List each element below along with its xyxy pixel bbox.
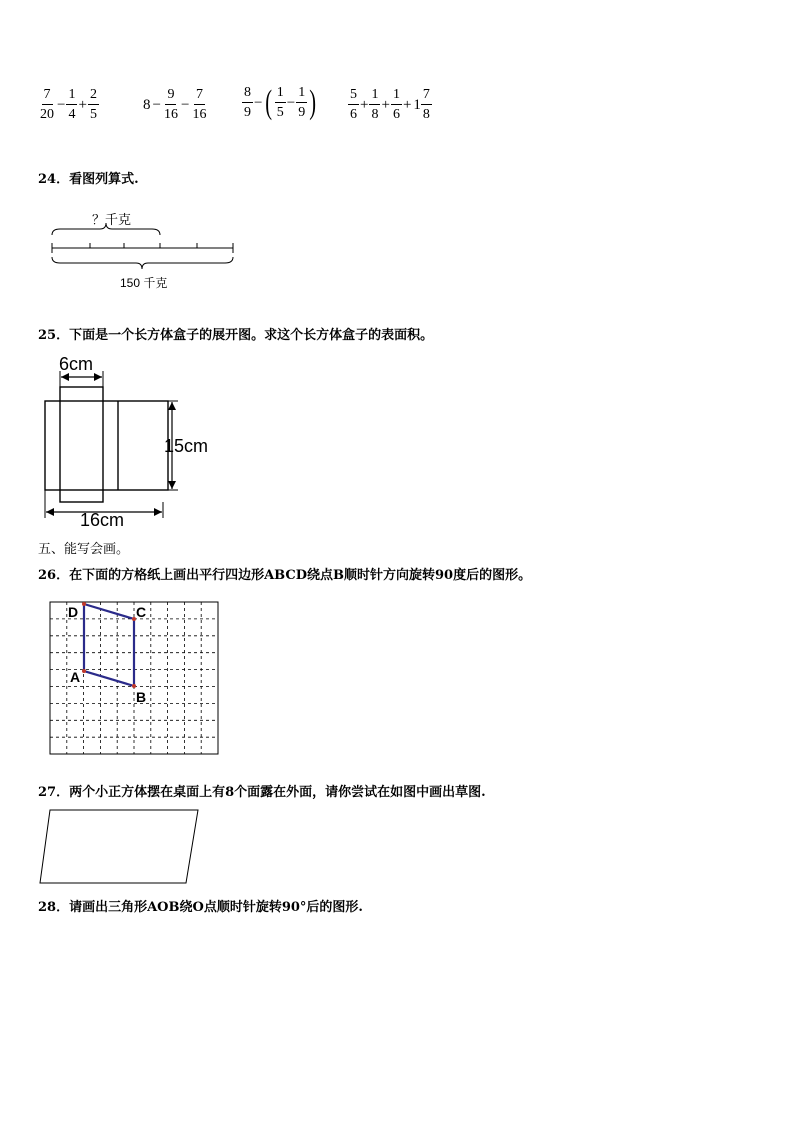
question-25: 25．下面是一个长方体盒子的展开图。求这个长方体盒子的表面积。 (38, 328, 434, 343)
question-27: 27．两个小正方体摆在桌面上有8个面露在外面，请你尝试在如图中画出草图. (38, 785, 486, 800)
point-a-label: A (70, 669, 81, 685)
fraction: $\frac{1}{9}$ (298, 85, 306, 120)
question-28: 28．请画出三角形AOB绕O点顺时针旋转90°后的图形. (38, 900, 363, 915)
fraction: $\frac{8}{9}$ (244, 85, 251, 120)
question-24: 24．看图列算式. (38, 172, 139, 187)
fraction: $\frac{7}{20}$ (40, 87, 54, 122)
expression-1: $\frac{7}{20}$ − $\frac{1}{4}$ + $\frac{2}{5}$ (40, 87, 97, 122)
expression-3: $\frac{8}{9}$ − ( $\frac{1}{5}$ − $\frac{1}{9}$ ) (244, 84, 317, 121)
q25-width-label: 6cm (59, 354, 94, 374)
fraction: $\frac{1}{6}$ (392, 87, 400, 122)
section-5-heading: 五、能写会画。 (38, 542, 130, 557)
point-c-label: C (136, 604, 147, 620)
right-parenthesis: ) (309, 84, 317, 121)
expression-4: $\frac{5}{6}$ + $\frac{1}{8}$ + $\frac{1}{6}$ + 1 $\frac{7}{8}$ (350, 87, 430, 122)
left-parenthesis: ( (265, 84, 273, 121)
fraction: $\frac{9}{16}$ (163, 87, 178, 122)
fraction: $\frac{5}{6}$ (350, 87, 357, 122)
expression-2: 8 − $\frac{9}{16}$ − $\frac{7}{16}$ (143, 87, 207, 122)
q25-length-label: 16cm (80, 510, 125, 530)
fraction: $\frac{1}{8}$ (371, 87, 379, 122)
fraction: $\frac{7}{16}$ (192, 87, 207, 122)
q24-top-label: ？千克 (92, 212, 132, 227)
point-d-label: D (68, 604, 79, 620)
fraction: $\frac{7}{8}$ (422, 87, 430, 122)
point-b-label: B (136, 689, 147, 705)
fraction: $\frac{1}{5}$ (276, 85, 284, 120)
q25-height-label: 15cm (164, 436, 209, 456)
q24-bottom-label: 150 千克 (120, 276, 168, 290)
q25-net-diagram (38, 350, 238, 530)
q26-grid-diagram (48, 600, 220, 756)
fraction: $\frac{1}{4}$ (68, 87, 76, 122)
question-26: 26．在下面的方格纸上画出平行四边形ABCD绕点B顺时针方向旋转90度后的图形。 (38, 568, 532, 583)
q24-segment-diagram (40, 205, 250, 295)
q27-parallelogram-canvas (38, 806, 202, 886)
fraction: $\frac{2}{5}$ (89, 87, 97, 122)
